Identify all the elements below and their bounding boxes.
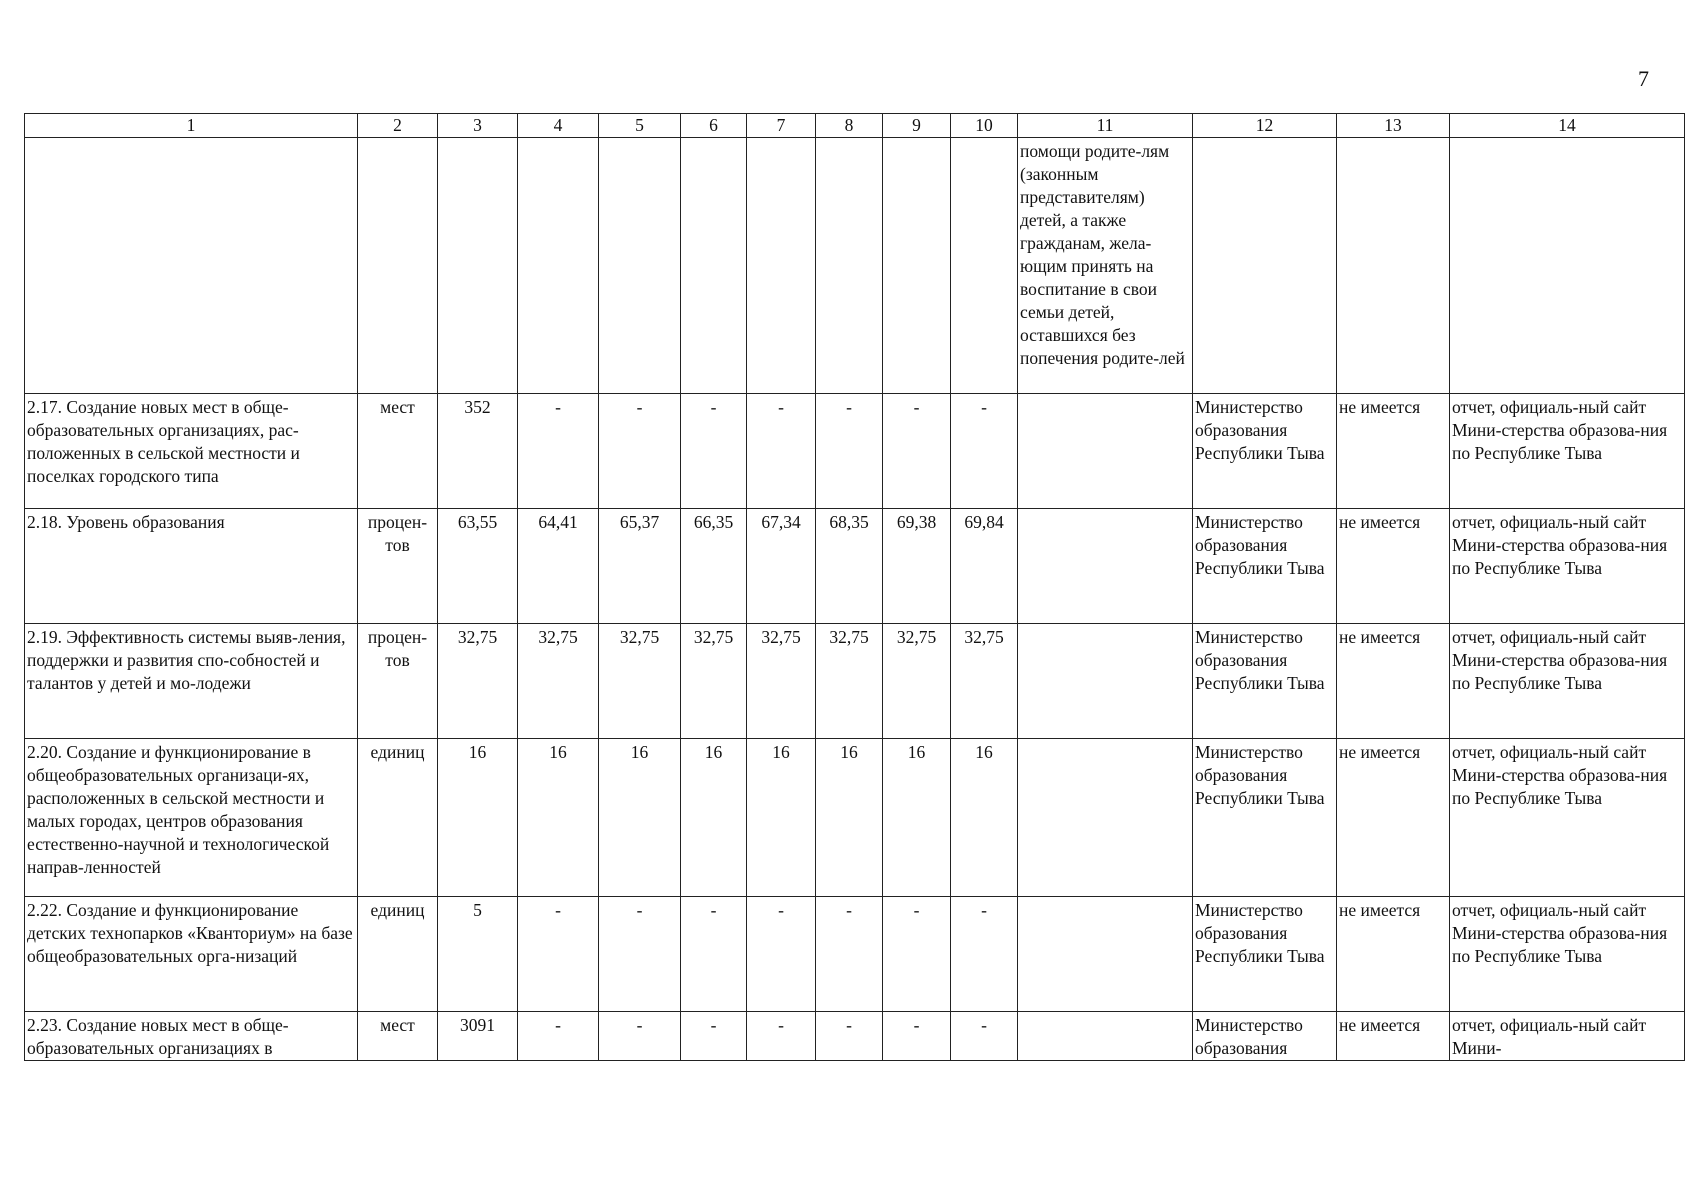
value-col-3: 16 <box>438 739 518 897</box>
table-row <box>25 897 1685 1012</box>
value-col-5: 16 <box>599 739 681 897</box>
cell-empty <box>816 138 883 394</box>
header-cell-1: 1 <box>25 114 358 138</box>
header-cell-14: 14 <box>1450 114 1685 138</box>
value-col-9: - <box>883 394 951 509</box>
value-col-8: 32,75 <box>816 624 883 739</box>
cell-empty <box>518 138 599 394</box>
unit: единиц <box>358 739 438 897</box>
header-cell-6: 6 <box>681 114 747 138</box>
value-col-8: - <box>816 897 883 1012</box>
relation-status: не имеется <box>1337 897 1450 1012</box>
value-col-4: - <box>518 897 599 1012</box>
value-col-8: - <box>816 394 883 509</box>
data-source: отчет, официаль-ный сайт Мини-стерства образова-ния по Республике Тыва <box>1450 897 1685 1012</box>
table-row <box>25 394 1685 509</box>
unit: процен-тов <box>358 624 438 739</box>
relation-status: не имеется <box>1337 624 1450 739</box>
value-col-8: 16 <box>816 739 883 897</box>
responsible-body: Министерство образования Республики Тыва <box>1193 739 1337 897</box>
value-col-10: 16 <box>951 739 1018 897</box>
responsible-body: Министерство образования Республики Тыва <box>1193 897 1337 1012</box>
value-col-9: 16 <box>883 739 951 897</box>
value-col-3: 5 <box>438 897 518 1012</box>
indicator-name: 2.18. Уровень образования <box>25 509 358 624</box>
indicators-table <box>24 113 1685 1061</box>
value-col-7: 67,34 <box>747 509 816 624</box>
relation-status: не имеется <box>1337 739 1450 897</box>
value-col-8: - <box>816 1012 883 1061</box>
cell-empty <box>681 138 747 394</box>
header-cell-2: 2 <box>358 114 438 138</box>
value-col-10: 32,75 <box>951 624 1018 739</box>
value-col-4: 32,75 <box>518 624 599 739</box>
cell-empty <box>25 138 358 394</box>
value-col-4: - <box>518 394 599 509</box>
relation-status: не имеется <box>1337 509 1450 624</box>
responsible-body: Министерство образования Республики Тыва <box>1193 624 1337 739</box>
value-col-5: 32,75 <box>599 624 681 739</box>
cell-empty <box>1193 138 1337 394</box>
header-row <box>25 114 1685 138</box>
relation-status: не имеется <box>1337 1012 1450 1061</box>
data-source: отчет, официаль-ный сайт Мини-стерства образова-ния по Республике Тыва <box>1450 624 1685 739</box>
value-col-9: - <box>883 897 951 1012</box>
indicator-name: 2.22. Создание и функционирование детских технопарков «Кванториум» на базе общеобразовательных орга-низаций <box>25 897 358 1012</box>
note <box>1018 739 1193 897</box>
value-col-6: 66,35 <box>681 509 747 624</box>
table-row <box>25 739 1685 897</box>
page-number: 7 <box>1638 66 1649 91</box>
cell-empty <box>358 138 438 394</box>
responsible-body: Министерство образования <box>1193 1012 1337 1061</box>
value-col-9: 32,75 <box>883 624 951 739</box>
data-source: отчет, официаль-ный сайт Мини-стерства образова-ния по Республике Тыва <box>1450 394 1685 509</box>
responsible-body: Министерство образования Республики Тыва <box>1193 394 1337 509</box>
header-cell-13: 13 <box>1337 114 1450 138</box>
header-cell-4: 4 <box>518 114 599 138</box>
cell-empty <box>747 138 816 394</box>
value-col-7: 32,75 <box>747 624 816 739</box>
value-col-7: 16 <box>747 739 816 897</box>
value-col-8: 68,35 <box>816 509 883 624</box>
header-cell-9: 9 <box>883 114 951 138</box>
value-col-10: 69,84 <box>951 509 1018 624</box>
note <box>1018 897 1193 1012</box>
value-col-7: - <box>747 1012 816 1061</box>
cell-empty <box>951 138 1018 394</box>
header-cell-5: 5 <box>599 114 681 138</box>
value-col-10: - <box>951 394 1018 509</box>
value-col-3: 3091 <box>438 1012 518 1061</box>
value-col-7: - <box>747 394 816 509</box>
value-col-6: 32,75 <box>681 624 747 739</box>
value-col-5: - <box>599 394 681 509</box>
unit: мест <box>358 394 438 509</box>
value-col-4: 64,41 <box>518 509 599 624</box>
value-col-3: 352 <box>438 394 518 509</box>
header-cell-11: 11 <box>1018 114 1193 138</box>
unit: единиц <box>358 897 438 1012</box>
relation-status: не имеется <box>1337 394 1450 509</box>
header-cell-3: 3 <box>438 114 518 138</box>
indicator-name: 2.23. Создание новых мест в обще-образовательных организациях в <box>25 1012 358 1061</box>
table-row <box>25 624 1685 739</box>
cell-empty <box>1337 138 1450 394</box>
value-col-5: 65,37 <box>599 509 681 624</box>
value-col-9: - <box>883 1012 951 1061</box>
unit: процен-тов <box>358 509 438 624</box>
table-row <box>25 1012 1685 1061</box>
value-col-7: - <box>747 897 816 1012</box>
cell-empty <box>883 138 951 394</box>
value-col-10: - <box>951 897 1018 1012</box>
header-cell-12: 12 <box>1193 114 1337 138</box>
note <box>1018 509 1193 624</box>
indicator-name: 2.20. Создание и функционирование в общеобразовательных организаци-ях, расположенных в сельской местности и малых городах, центров образования естественно-научной и технологической направ-ленностей <box>25 739 358 897</box>
header-cell-8: 8 <box>816 114 883 138</box>
cell-empty <box>438 138 518 394</box>
indicator-name: 2.17. Создание новых мест в обще-образовательных организациях, рас-положенных в сельской местности и поселках городского типа <box>25 394 358 509</box>
cell-empty <box>1450 138 1685 394</box>
value-col-6: - <box>681 1012 747 1061</box>
value-col-5: - <box>599 1012 681 1061</box>
responsible-body: Министерство образования Республики Тыва <box>1193 509 1337 624</box>
value-col-4: 16 <box>518 739 599 897</box>
data-source: отчет, официаль-ный сайт Мини- <box>1450 1012 1685 1061</box>
value-col-9: 69,38 <box>883 509 951 624</box>
unit: мест <box>358 1012 438 1061</box>
value-col-5: - <box>599 897 681 1012</box>
indicator-name: 2.19. Эффективность системы выяв-ления, поддержки и развития спо-собностей и талантов у детей и мо-лодежи <box>25 624 358 739</box>
value-col-6: - <box>681 897 747 1012</box>
value-col-10: - <box>951 1012 1018 1061</box>
value-col-6: 16 <box>681 739 747 897</box>
table-row-continuation <box>25 138 1685 394</box>
continuation-note: помощи родите-лям (законным представителям) детей, а также гражданам, жела-ющим принять на воспитание в свои семьи детей, оставшихся без попечения родите-лей <box>1018 138 1193 394</box>
note <box>1018 624 1193 739</box>
cell-empty <box>599 138 681 394</box>
data-source: отчет, официаль-ный сайт Мини-стерства образова-ния по Республике Тыва <box>1450 509 1685 624</box>
header-cell-10: 10 <box>951 114 1018 138</box>
note <box>1018 394 1193 509</box>
value-col-3: 63,55 <box>438 509 518 624</box>
value-col-3: 32,75 <box>438 624 518 739</box>
value-col-4: - <box>518 1012 599 1061</box>
data-source: отчет, официаль-ный сайт Мини-стерства образова-ния по Республике Тыва <box>1450 739 1685 897</box>
value-col-6: - <box>681 394 747 509</box>
table-row <box>25 509 1685 624</box>
note <box>1018 1012 1193 1061</box>
header-cell-7: 7 <box>747 114 816 138</box>
